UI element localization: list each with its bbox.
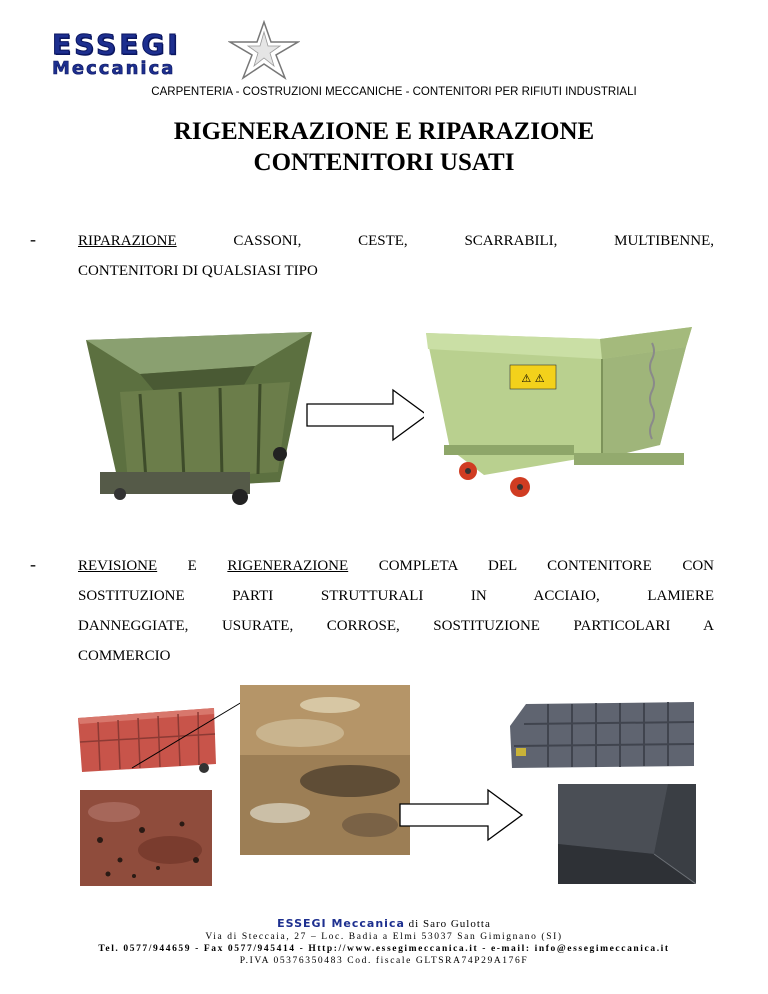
bullet-dash-2: - [30,554,36,574]
old-container-photo [80,322,320,507]
section-repair-text [78,226,714,286]
rusted-sheet-photo [80,790,212,886]
keyword-rigenerazione: RIGENERAZIONE [227,558,349,574]
section-revision-line-3: DANNEGGIATE, USURATE, CORROSE, SOSTITUZIONE PARTICOLARI A [78,618,714,634]
keyword-revisione: REVISIONE [78,558,158,574]
section-revision-text [78,551,714,671]
arrow-right-icon-2 [398,788,524,842]
footer-fiscal: P.IVA 05376350483 Cod. fiscale GLTSRA74P29A176F [239,956,529,966]
renovated-container-photo [424,325,702,503]
new-steel-interior-photo [558,784,696,884]
footer-brand: ESSEGI Meccanica [277,917,405,930]
keyword-riparazione: RIPARAZIONE [78,233,177,249]
arrow-right-icon [305,388,429,442]
page-title [0,116,768,178]
logo-subtitle: Meccanica [52,58,176,79]
section-repair-line-2: CONTENITORI DI QUALSIASI TIPO [78,263,318,279]
footer-contacts: Tel. 0577/944659 - Fax 0577/945414 - Http://www.essegimeccanica.it - e-mail: info@essegimeccanica.it [98,944,670,954]
repaired-panel-photo [508,700,696,772]
bullet-dash: - [30,229,36,249]
title-line-2: CONTENITORI USATI [253,149,515,176]
section-revision-line-1: REVISIONE E RIGENERAZIONE COMPLETA DEL CONTENITORE CON [78,558,715,574]
footer-company [0,917,768,930]
section-repair-line-1: RIPARAZIONE CASSONI, CESTE, SCARRABILI, MULTIBENNE, [78,233,714,249]
section-revision-line-2: SOSTITUZIONE PARTI STRUTTURALI IN ACCIAIO, LAMIERE [78,588,714,604]
corroded-floor-photo [240,685,410,855]
footer-address: Via di Steccaia, 27 – Loc. Badia a Elmi 53037 San Gimignano (SI) [205,932,563,942]
callout-line-upper [130,700,250,780]
section-revision-line-4: COMMERCIO [78,648,171,664]
company-tagline: CARPENTERIA - COSTRUZIONI MECCANICHE - CONTENITORI PER RIFIUTI INDUSTRIALI [151,86,637,98]
footer-owner: di Saro Gulotta [404,918,491,930]
star-logo-icon [228,20,300,82]
logo-wordmark: ESSEGI [52,28,181,61]
title-line-1: RIGENERAZIONE E RIPARAZIONE [173,118,595,145]
warning-label-text: ⚠ ⚠ [521,372,545,385]
